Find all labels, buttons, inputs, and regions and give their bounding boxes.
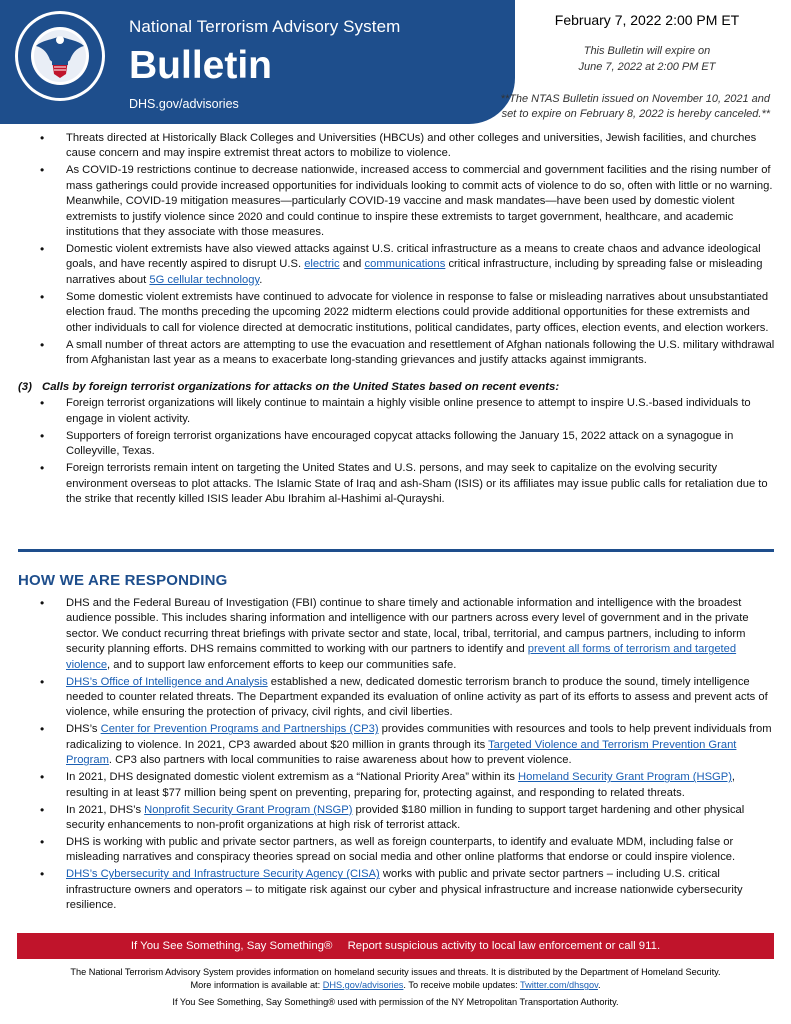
electric-link[interactable]: electric (304, 258, 340, 271)
footer-twitter-link[interactable]: Twitter.com/dhsgov (520, 980, 598, 990)
cisa-link[interactable]: DHS’s Cybersecurity and Infrastructure Security Agency (CISA) (66, 868, 380, 881)
list-item (18, 722, 776, 768)
text: . (259, 273, 263, 286)
text: DHS’s (66, 723, 101, 736)
tvtp-grant-link[interactable]: Targeted Violence and Terrorism Prevention Grant Program (66, 738, 737, 767)
bulletin-date: February 7, 2022 2:00 PM ET (554, 12, 740, 28)
section-divider (18, 549, 774, 552)
section-3-list (18, 396, 776, 507)
5g-link[interactable]: 5G cellular technology (149, 273, 260, 286)
text: . (597, 980, 601, 990)
text: , resulting in at least $77 million being spent on preventing, preparing for, protecting against, and responding to related threats. (66, 771, 736, 799)
list-item (18, 242, 776, 288)
bulletin-title: Bulletin (129, 44, 272, 87)
text: , and to support law enforcement efforts to keep our communities safe. (107, 658, 457, 671)
text: In 2021, DHS designated domestic violent extremism as a “National Priority Area” within its (66, 771, 519, 784)
text: critical infrastructure, including by spreading false or misleading narratives about (66, 258, 763, 286)
section-title: Calls by foreign terrorist organizations for attacks on the United States based on recent events: (42, 381, 560, 394)
footer-line-2 (0, 979, 791, 991)
text: established a new, dedicated domestic terrorism branch to produce the sound, timely intelligence needed to counter related threats. The Department expanded its evaluation of online activity as part of its efforts to assess and prevent acts of violence, while ensuring the protection of privacy, civil rights, and civil liberties. (66, 675, 768, 719)
expiration-note (532, 43, 762, 75)
advisories-link[interactable]: DHS.gov/advisories (129, 97, 239, 111)
responding-content (18, 596, 776, 915)
list-item (18, 803, 776, 834)
list-item: • Some domestic violent extremists have continued to advocate for violence in response to false or misleading narratives about unsubstantiated election fraud. The months preceding the upcoming 2022 midterm elections could provide additional opportunities for these extremists and other individuals to call for violence directed at democratic institutions, political candidates, party offices, election events, and election workers. (18, 290, 776, 336)
cancel-line-1: **The NTAS Bulletin issued on November 10, 2021 and (500, 93, 770, 105)
text: and (339, 258, 365, 271)
see-something-banner (17, 933, 774, 959)
section-number: (3) (18, 381, 32, 394)
list-item (18, 867, 776, 913)
footer-advisories-link[interactable]: DHS.gov/advisories (322, 980, 404, 990)
dhs-seal-icon (14, 10, 106, 102)
section-3-heading (18, 381, 776, 393)
list-item (18, 596, 776, 673)
threat-content (18, 131, 776, 509)
text: In 2021, DHS’s (66, 803, 145, 816)
text: . CP3 also partners with local communities to raise awareness about how to prevent violence. (108, 754, 572, 767)
text: works with public and private sector partners – including U.S. critical infrastructure owners and operators – to mitigate risk against our cyber and physical infrastructure and increase nationwide cybersecurity resilience. (66, 868, 743, 912)
responding-list (18, 596, 776, 914)
banner-slogan: If You See Something, Say Something® (130, 940, 333, 952)
list-item (18, 675, 776, 721)
communications-link[interactable]: communications (364, 258, 446, 271)
threat-list (18, 131, 776, 368)
list-item: • A small number of threat actors are attempting to use the evacuation and resettlement of Afghan nationals following the U.S. military withdrawal from Afghanistan last year as a means to exacerbate long-standing grievances and justify attacks against immigrants. (18, 338, 776, 369)
text: . To receive mobile updates: (403, 980, 521, 990)
text: Domestic violent extremists have also viewed attacks against U.S. critical infrastructure as a means to create chaos and advance ideological goals, and have recently aspired to disrupt U.S. (66, 243, 761, 271)
footer-line-3: If You See Something, Say Something® used with permission of the NY Metropolitan Transportation Authority. (172, 997, 619, 1007)
text: More information is available at: (190, 980, 323, 990)
system-name: National Terrorism Advisory System (129, 17, 401, 36)
list-item: • Foreign terrorist organizations will likely continue to maintain a highly visible online presence to attempt to inspire U.S.-based individuals to engage in violent activity. (18, 396, 776, 427)
cancel-line-2: set to expire on February 8, 2022 is hereby canceled.** (501, 108, 770, 120)
cancellation-note (470, 92, 770, 122)
list-item: • Foreign terrorists remain intent on targeting the United States and U.S. persons, and may seek to capitalize on the evolving security environment overseas to plot attacks. The Islamic State of Iraq and ash-Sham (ISIS) or its affiliates may issue public calls for retaliation due to the strike that recently killed ISIS leader Abu Ibrahim al-Hashimi al-Qurayshi. (18, 461, 776, 507)
list-item: • As COVID-19 restrictions continue to decrease nationwide, increased access to commercial and government facilities and the rising number of mass gatherings could provide increased opportunities for individuals looking to commit acts of violence to do so, often with little or no warning. Meanwhile, COVID-19 mitigation measures—particularly COVID-19 vaccine and mask mandates—have been used by domestic violent extremists to justify violence since 2020 and could continue to inspire these extremists to target government, healthcare, and academic institutions that they associate with those measures. (18, 163, 776, 240)
list-item: • DHS is working with public and private sector partners, as well as foreign counterparts, to identify and evaluate MDM, including false or misleading narratives and conspiracy theories spread on social media and other online platforms that endorse or could inspire violence. (18, 835, 776, 866)
text: provides communities with resources and tools to help prevent individuals from radicalizing to violence. In 2021, CP3 awarded about $20 million in grants through its (66, 723, 772, 751)
expire-line-1: This Bulletin will expire on (583, 45, 711, 57)
banner-report-text: Report suspicious activity to local law enforcement or call 911. (347, 940, 661, 952)
text: DHS and the Federal Bureau of Investigation (FBI) continue to share timely and actionable information and intelligence with the broadest audience possible. This includes sharing information and intelligence with our partners across every level of government and in the private sector. We conduct recurring threat briefings with private sector and state, local, tribal, territorial, and campus partners, including to inform security planning efforts. DHS remains committed to working with our partners to identify and (66, 597, 749, 656)
list-item: • Supporters of foreign terrorist organizations have encouraged copycat attacks following the January 15, 2022 attack on a synagogue in Colleyville, Texas. (18, 429, 776, 460)
bulletin-header (0, 0, 515, 124)
expire-line-2: June 7, 2022 at 2:00 PM ET (578, 61, 716, 73)
prevent-terrorism-link[interactable]: prevent all forms of terrorism and targeted violence (66, 643, 737, 671)
text: provided $180 million in funding to support target hardening and other physical security enhancements to non-profit organizations at high risk of terrorist attack. (66, 803, 745, 832)
cp3-link[interactable]: Center for Prevention Programs and Partnerships (CP3) (100, 723, 379, 736)
intelligence-analysis-link[interactable]: DHS’s Office of Intelligence and Analysis (66, 675, 268, 688)
list-item: • Threats directed at Historically Black Colleges and Universities (HBCUs) and other colleges and universities, Jewish facilities, and churches cause concern and may inspire extremist threat actors to mobilize to violence. (18, 131, 776, 162)
responding-heading: HOW WE ARE RESPONDING (18, 572, 228, 589)
nsgp-link[interactable]: Nonprofit Security Grant Program (NSGP) (144, 803, 353, 816)
list-item (18, 770, 776, 801)
hsgp-link[interactable]: Homeland Security Grant Program (HSGP) (518, 771, 732, 784)
footer-line-1: The National Terrorism Advisory System provides information on homeland security issues and threats. It is distributed by the Department of Homeland Security. (70, 967, 721, 977)
